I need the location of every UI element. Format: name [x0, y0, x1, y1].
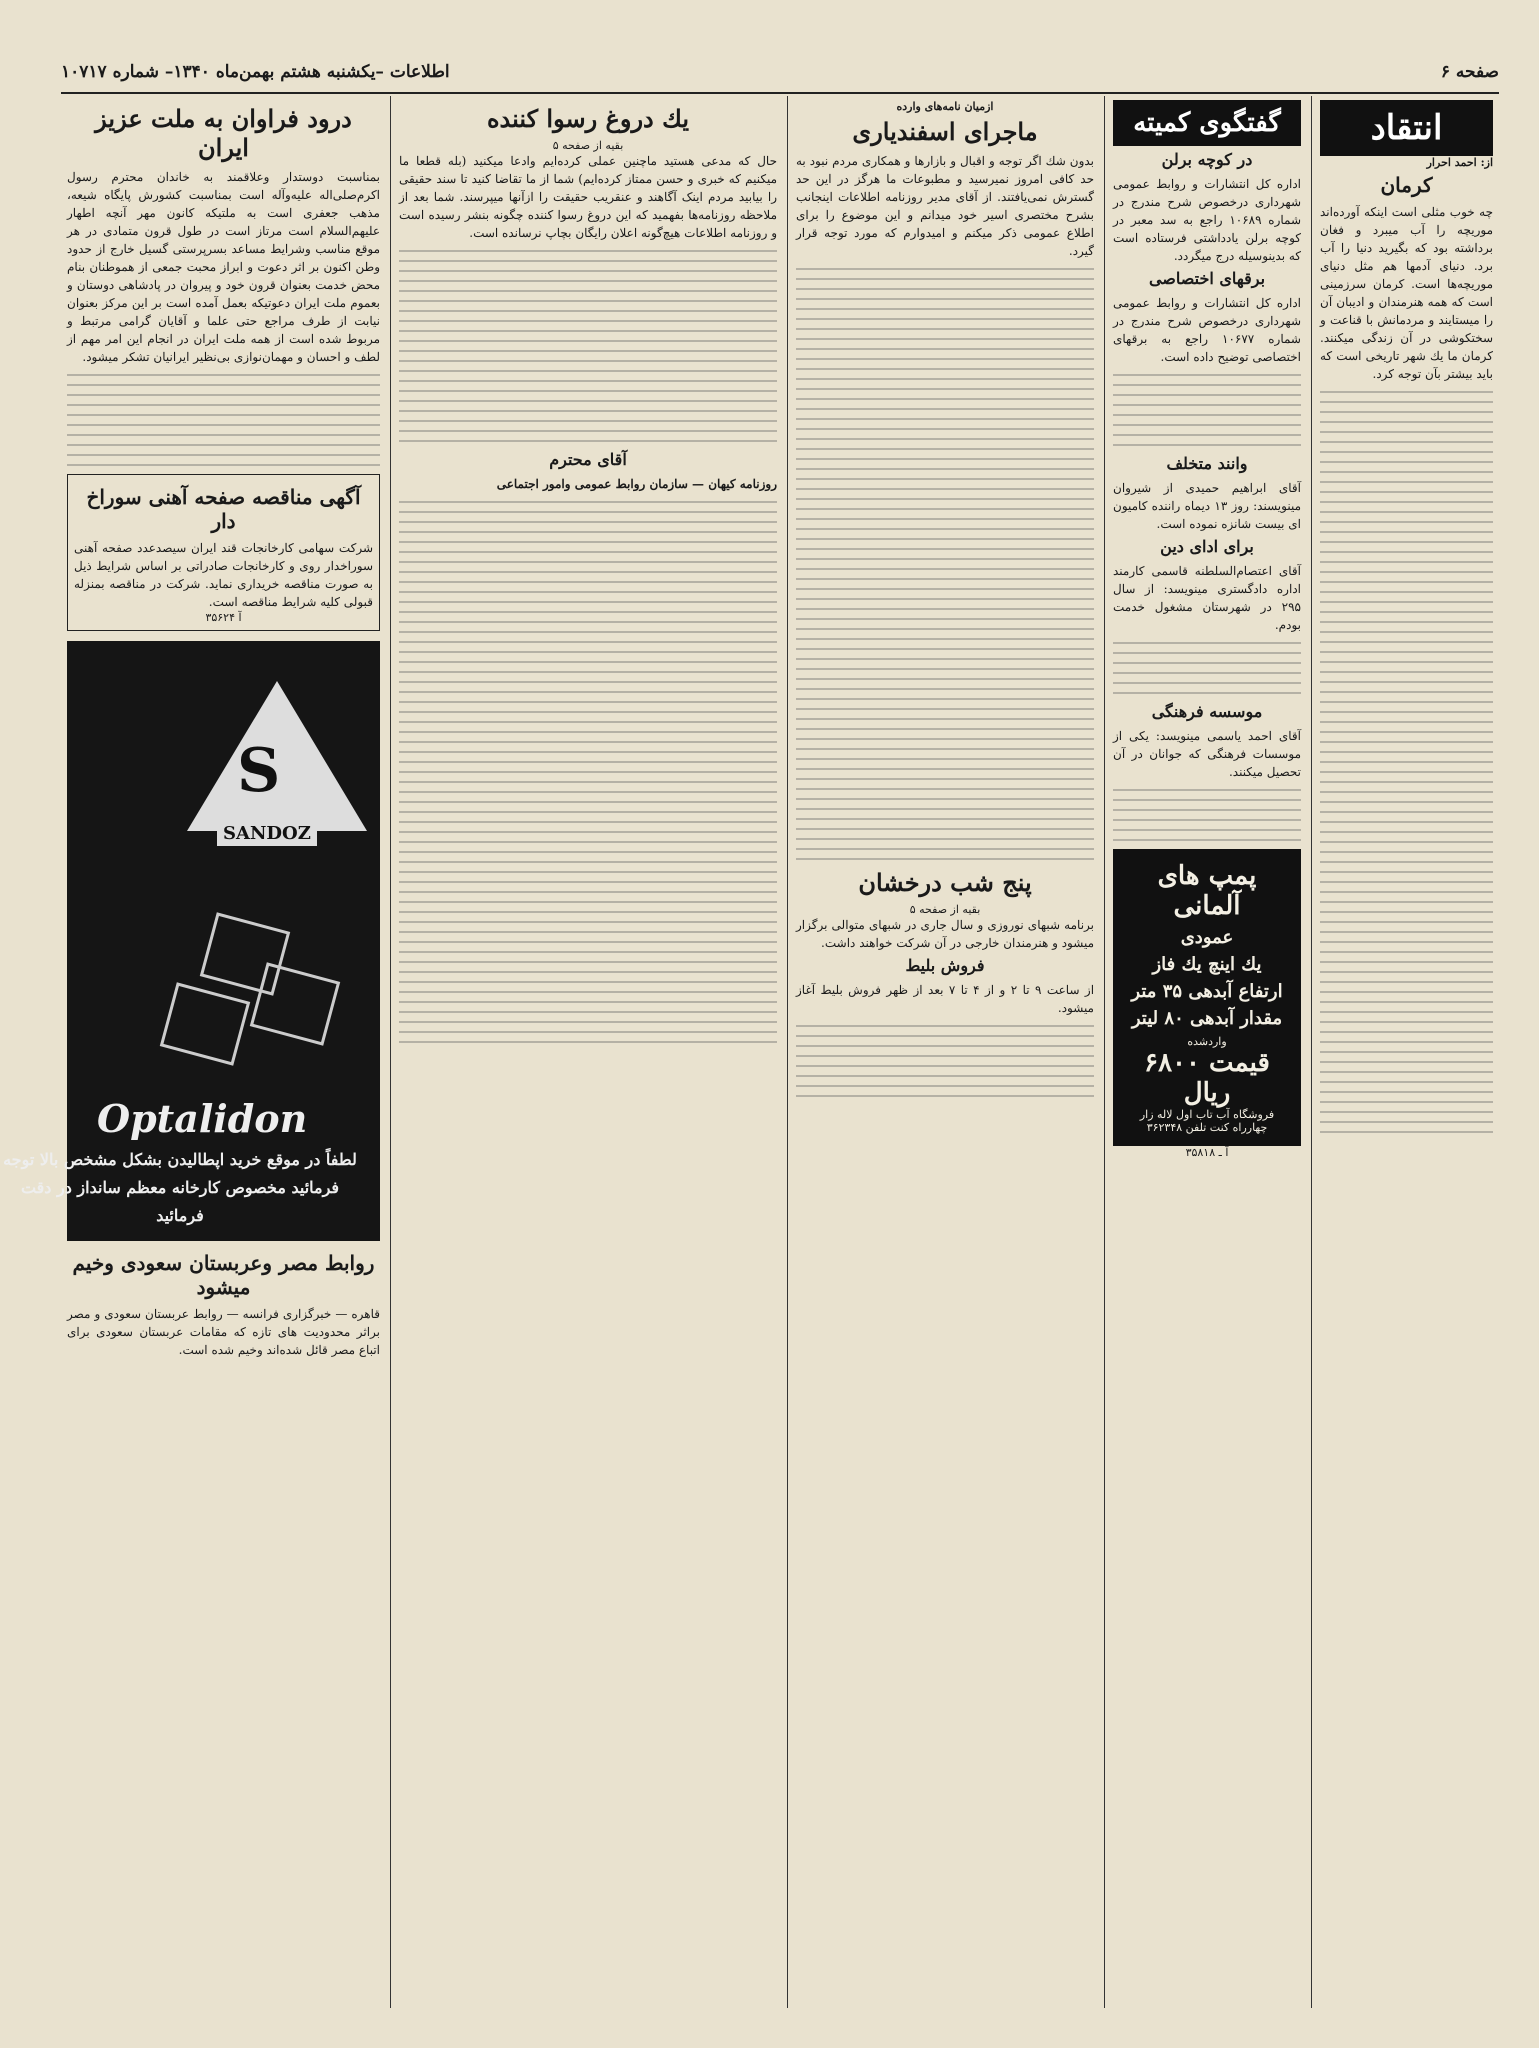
sandoz-logo-word: SANDOZ: [217, 821, 317, 846]
notice-body: شرکت سهامی کارخانجات قند ایران سیصدعدد صفحه آهنی سوراخدار روی و کارخانجات صادراتی بر اساس شرایط ذیل به صورت مناقصه خریداری نماید. شرکت در مناقصه بمنزله قبولی کلیه شرایط مناقصه است.: [74, 541, 373, 609]
article-title: درود فراوان به ملت عزیز ایران: [95, 104, 352, 162]
notice-title: آگهی مناقصه صفحه آهنی سوراخ دار: [86, 485, 361, 533]
article-body: حال که مدعی هستید ماچنین عملی کرده‌ایم وادعا میکنید (بله قطعا ما میکنیم که خبری و حسن ممتاز کرده‌ایم) شما از ما تقاضا کنید تا سند حقیقی را بیابید مردم اینک آگاهند و عنقریب حقیقت را ازآنها میپرسند. شما بعد از ملاحظه روزنامه‌ها بفهمید که این دروغ رسوا کننده چگونه بنشر رسیده است و روزنامه اطلاعات هیچ‌گونه اعلان رایگان بچاپ نرسانده است.: [399, 154, 777, 240]
article-title: یك دروغ رسوا کننده: [486, 104, 689, 133]
bottom-article-body: قاهره — خبرگزاری فرانسه — روابط عربستان سعودی و مصر براثر محدودیت های تازه که مقامات عربستان سعودی برای اتباع مصر قائل شده‌اند وخیم شده است.: [67, 1307, 380, 1357]
optalidon-brand: Optalidon: [97, 1096, 308, 1141]
ticket-body: از ساعت ۹ تا ۲ و از ۴ تا ۷ بعد از ظهر فروش بلیط آغاز میشود.: [796, 983, 1095, 1015]
text-filler: [1113, 789, 1301, 841]
notice-code: آ ۳۵۶۲۴: [205, 611, 242, 624]
pump-ad-line: مقدار آبدهی ۸۰ لیتر: [1131, 1008, 1283, 1029]
column-4: [1107, 96, 1307, 2008]
article-body: بدون شك اگر توجه و اقبال و بازارها و همکاری مردم نبود به حد کافی امروز نمیرسید و مطبوعات ما هرگز در این حد گسترش نمی‌یافتند. از آقای مدیر روزنامه اطلاعات اینجانب بشرح مختصری اسیر خود میدانم و این موضوع را برای اطلاع عمومی ذکر میکنم و امیدوارم که مورد توجه قرار گیرد.: [796, 154, 1094, 258]
pump-ad-phone: چهارراه کنت تلفن ۳۶۲۳۴۸: [1146, 1121, 1268, 1134]
letter-heading: برای ادای دین: [1160, 537, 1254, 556]
masthead-issue: اطلاعات –یکشنبه هشتم بهمن‌ماه ۱۳۴۰– شماره ۱۰۷۱۷: [61, 62, 450, 82]
column-left: [3, 96, 386, 2008]
tender-notice: [67, 474, 380, 631]
sub-article-title: پنج شب درخشان: [858, 868, 1032, 897]
column-divider: [390, 96, 391, 2008]
subheading: آقای محترم: [549, 450, 627, 469]
sandoz-logo-letter: S: [237, 736, 281, 806]
pump-ad-shop: فروشگاه آب تاب اول لاله زار: [1139, 1108, 1275, 1121]
text-filler: [796, 268, 1094, 860]
pump-ad: [1113, 849, 1301, 1146]
byline: از: احمد احرار: [1426, 156, 1493, 169]
column-divider: [787, 96, 788, 2008]
pump-ad-line: واردشده: [1187, 1035, 1227, 1048]
column-divider: [1311, 96, 1312, 2008]
letter-body: آقای احمد یاسمی مینویسد: یکی از موسسات فرهنگی که جوانان در آن تحصیل میکنند.: [1113, 729, 1301, 779]
text-filler: [1320, 391, 1493, 1133]
letter-heading: برقهای اختصاصی: [1148, 269, 1266, 288]
text-filler: [1113, 374, 1301, 446]
column-right: [1314, 96, 1499, 2008]
text-filler: [1113, 642, 1301, 694]
ad-code: آ ـ ۳۵۸۱۸: [1185, 1146, 1229, 1159]
column-2: [393, 96, 783, 2008]
article-title: کرمان: [1380, 173, 1433, 197]
section-kicker: ازمیان نامه‌های وارده: [896, 100, 994, 113]
letter-heading: وانند متخلف: [1166, 454, 1248, 473]
letter-body: آقای اعتصام‌السلطنه قاسمی کارمند اداره دادگستری مینویسد: از سال ۲۹۵ در شهرستان مشغول خدمت بودم.: [1113, 564, 1301, 632]
letter-body: اداره کل انتشارات و روابط عمومی شهرداری درخصوص شرح مندرج در شماره ۱۰۶۷۷ راجع به برقهای اختصاصی توضیح داده است.: [1113, 296, 1301, 364]
masthead: [61, 58, 1499, 94]
pump-ad-line: عمودی: [1180, 927, 1234, 948]
sub-article-body: برنامه شبهای نوروزی و سال جاری در شبهای متوالی برگزار میشود و هنرمندان خارجی در آن شرکت خواهند داشت.: [796, 918, 1094, 950]
article-title: ماجرای اسفندیاری: [852, 117, 1038, 146]
masthead-page-number: صفحه ۶: [1440, 62, 1499, 82]
article-body: بمناسبت دوستدار وعلاقمند به خاندان محترم رسول اکرم‌صلی‌اله علیه‌وآله است بمناسبت کشورش پایگاه شیعه، مذهب جعفری است به ملتیکه کانون مهر آنچه اطهار علیهم‌السلام است مرتاز است در طول قرون متمادی در هر موقع مناسب وشرایط مساعد بسرپرستی گسیل خارج از حدود وطن اکنون بر اثر دعوت و ابراز محبت جمعی از هموطنان بنام محض خدمت بعنوان قرون خود و پیروان در پادشاهی دوستان و بعموم ملت ایران دعوتیکه بعمل آمده است بر این مرکز بعنوان نیابت از طرف مراجع حتی علما و آقایان گرامی مرتبط و مربوط شده است از همه ملت ایران در انجام این امر مهم از لطف و احسان و مهمان‌نوازی بی‌نظیر ایرانیان تشکر میشود.: [67, 170, 380, 364]
text-filler: [67, 374, 380, 466]
bottom-article-title: روابط مصر وعربستان سعودی وخیم میشود: [72, 1251, 375, 1299]
text-filler: [399, 250, 777, 442]
pump-ad-line: ارتفاع آبدهی ۳۵ متر: [1131, 981, 1283, 1002]
letter-body: آقای ابراهیم حمیدی از شیروان مینویسند: روز ۱۳ دیماه راننده کامیون ای بیست شانزه نموده است.: [1113, 481, 1301, 531]
newspaper-page: [3, 0, 1539, 2048]
column-logo: گفتگوی کمیته: [1113, 100, 1301, 146]
pump-ad-line: یك اینچ یك فاز: [1152, 954, 1262, 975]
ticket-heading: فروش بلیط: [905, 956, 985, 975]
column-3: [790, 96, 1100, 2008]
text-filler: [399, 501, 777, 1043]
bottom-article: [67, 1251, 380, 1359]
pump-ad-title: پمپ های آلمانی: [1157, 861, 1257, 921]
continued-from: بقیه از صفحه ۵: [552, 139, 624, 152]
diamond-icon: [160, 982, 250, 1065]
subheading-body: روزنامه کیهان — سازمان روابط عمومی وامور اجتماعی: [496, 477, 777, 491]
letter-heading: موسسه فرهنگی: [1151, 702, 1263, 721]
continued-from: بقیه از صفحه ۵: [909, 903, 981, 916]
sandoz-ad: [3, 641, 380, 1241]
sandoz-tagline: لطفاً در موقع خرید اپطالیدن بشکل مشخص بالا توجه فرمائید مخصوص کارخانه معظم سانداز در دقت فرمائید: [3, 1150, 357, 1225]
pump-ad-price: قیمت ۶۸۰۰ ریال: [1144, 1048, 1270, 1108]
text-filler: [796, 1025, 1094, 1097]
diamond-icon: [250, 962, 340, 1045]
column-logo: انتقاد: [1320, 100, 1493, 156]
article-body: چه خوب مثلی است اینکه آورده‌اند موریچه را آب میبرد و فغان برداشته بود که بگیرید دنیا را آب برد. دنیای آدمها هم مثل دنیای موریچه‌ها است. کرمان سرزمینی است که همه هنرمندان و ادیبان آن را میستایند و مردمانش با قناعت و سختکوشی در آن زندگی میکنند. کرمان ما یك شهر تاریخی است که باید بیشتر بآن توجه کرد.: [1320, 205, 1493, 381]
letter-body: اداره کل انتشارات و روابط عمومی شهرداری درخصوص شرح مندرج در شماره ۱۰۶۸۹ راجع به سد معبر در کوچه برلن یادداشتی فرستاده است که بدینوسیله درج میگردد.: [1113, 177, 1302, 263]
column-divider: [1104, 96, 1105, 2008]
letter-heading: در کوچه برلن: [1161, 150, 1253, 169]
